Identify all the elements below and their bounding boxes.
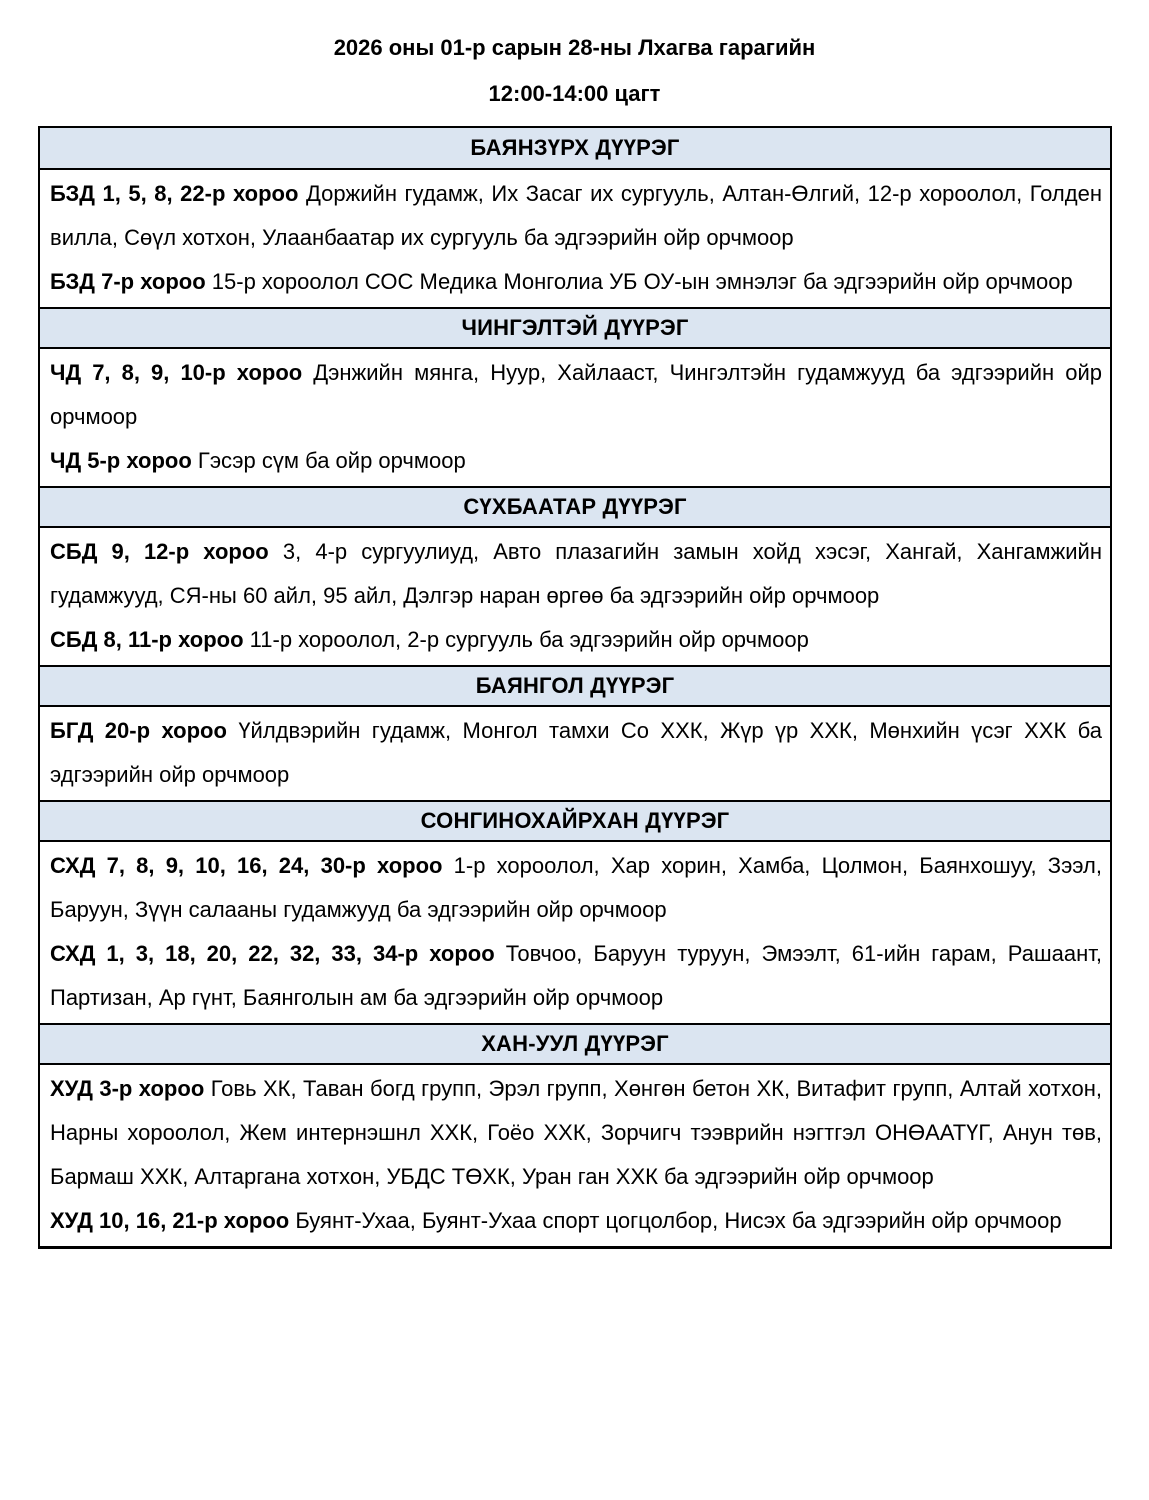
khoroo-label: СБД 8, 11-р хороо bbox=[50, 627, 244, 652]
district-section bbox=[40, 665, 1110, 800]
district-section bbox=[40, 1023, 1110, 1246]
outage-area-text: Үйлдвэрийн гудамж, Монгол тамхи Со ХХК, Жүр үр ХХК, Мөнхийн үсэг ХХК ба эдгээрийн ойр орчмоор bbox=[50, 718, 1102, 787]
khoroo-label: СБД 9, 12-р хороо bbox=[50, 539, 269, 564]
outage-area-text: Доржийн гудамж, Их Засаг их сургууль, Алтан-Өлгий, 12-р хороолол, Голден вилла, Сөүл хотхон, Улаанбаатар их сургууль ба эдгээрийн ойр орчмоор bbox=[50, 181, 1102, 250]
district-header: ЧИНГЭЛТЭЙ ДҮҮРЭГ bbox=[40, 307, 1110, 349]
outage-area-text: 1-р хороолол, Хар хорин, Хамба, Цолмон, Баянхошуу, Зээл, Баруун, Зүүн салааны гудамжууд ба эдгээрийн ойр орчмоор bbox=[50, 853, 1102, 922]
document-title-date: 2026 оны 01-р сарын 28-ны Лхагва гарагийн bbox=[333, 35, 816, 60]
district-section bbox=[40, 800, 1110, 1023]
district-header: СҮХБААТАР ДҮҮРЭГ bbox=[40, 486, 1110, 528]
district-header: БАЯНЗҮРХ ДҮҮРЭГ bbox=[40, 128, 1110, 170]
outage-entry bbox=[40, 1199, 1110, 1243]
outage-area-text: Буянт-Ухаа, Буянт-Ухаа спорт цогцолбор, Нисэх ба эдгээрийн ойр орчмоор bbox=[295, 1208, 1062, 1233]
district-body bbox=[40, 349, 1110, 486]
outage-entry bbox=[40, 351, 1110, 439]
outage-area-text: Говь ХК, Таван богд групп, Эрэл групп, Хөнгөн бетон ХК, Витафит групп, Алтай хотхон, Нарны хороолол, Жем интернэшнл ХХК, Гоёо ХХК, Зорчигч тээврийн нэгтгэл ОНӨААТҮГ, Анун төв, Бармаш ХХК, Алтаргана хотхон, УБДС ТӨХК, Уран ган ХХК ба эдгээрийн ойр орчмоор bbox=[50, 1076, 1102, 1189]
outage-entry bbox=[40, 844, 1110, 932]
district-body bbox=[40, 707, 1110, 800]
district-body bbox=[40, 170, 1110, 307]
khoroo-label: СХД 1, 3, 18, 20, 22, 32, 33, 34-р хороо bbox=[50, 941, 495, 966]
district-header: ХАН-УУЛ ДҮҮРЭГ bbox=[40, 1023, 1110, 1065]
outage-area-text: Гэсэр сүм ба ойр орчмоор bbox=[197, 448, 466, 473]
outage-entry bbox=[40, 932, 1110, 1020]
khoroo-label: ХУД 3-р хороо bbox=[50, 1076, 205, 1101]
khoroo-label: СХД 7, 8, 9, 10, 16, 24, 30-р хороо bbox=[50, 853, 443, 878]
khoroo-label: БЗД 1, 5, 8, 22-р хороо bbox=[50, 181, 299, 206]
outage-entry bbox=[40, 618, 1110, 662]
district-body bbox=[40, 842, 1110, 1023]
district-body bbox=[40, 528, 1110, 665]
district-section bbox=[40, 128, 1110, 307]
outage-area-text: 15-р хороолол СОС Медика Монголиа УБ ОУ-ын эмнэлэг ба эдгээрийн ойр орчмоор bbox=[211, 269, 1073, 294]
document-title-time: 12:00-14:00 цагт bbox=[488, 81, 661, 106]
district-section bbox=[40, 486, 1110, 665]
outage-entry bbox=[40, 260, 1110, 304]
outage-entry bbox=[40, 172, 1110, 260]
khoroo-label: ХУД 10, 16, 21-р хороо bbox=[50, 1208, 290, 1233]
khoroo-label: ЧД 7, 8, 9, 10-р хороо bbox=[50, 360, 303, 385]
khoroo-label: ЧД 5-р хороо bbox=[50, 448, 192, 473]
outage-area-text: 3, 4-р сургуулиуд, Авто плазагийн замын хойд хэсэг, Хангай, Хангамжийн гудамжууд, СЯ-ны 60 айл, 95 айл, Дэлгэр наран өргөө ба эдгээрийн ойр орчмоор bbox=[50, 539, 1102, 608]
district-body bbox=[40, 1065, 1110, 1246]
khoroo-label: БЗД 7-р хороо bbox=[50, 269, 206, 294]
district-header: СОНГИНОХАЙРХАН ДҮҮРЭГ bbox=[40, 800, 1110, 842]
khoroo-label: БГД 20-р хороо bbox=[50, 718, 227, 743]
outage-entry bbox=[40, 530, 1110, 618]
outage-table bbox=[38, 126, 1112, 1249]
district-section bbox=[40, 307, 1110, 486]
outage-entry bbox=[40, 1067, 1110, 1199]
outage-entry bbox=[40, 709, 1110, 797]
outage-entry bbox=[40, 439, 1110, 483]
outage-area-text: Товчоо, Баруун туруун, Эмээлт, 61-ийн гарам, Рашаант, Партизан, Ар гүнт, Баянголын ам ба эдгээрийн ойр орчмоор bbox=[50, 941, 1102, 1010]
outage-area-text: 11-р хороолол, 2-р сургууль ба эдгээрийн ойр орчмоор bbox=[249, 627, 809, 652]
district-header: БАЯНГОЛ ДҮҮРЭГ bbox=[40, 665, 1110, 707]
outage-area-text: Дэнжийн мянга, Нуур, Хайлааст, Чингэлтэйн гудамжууд ба эдгээрийн ойр орчмоор bbox=[50, 360, 1102, 429]
